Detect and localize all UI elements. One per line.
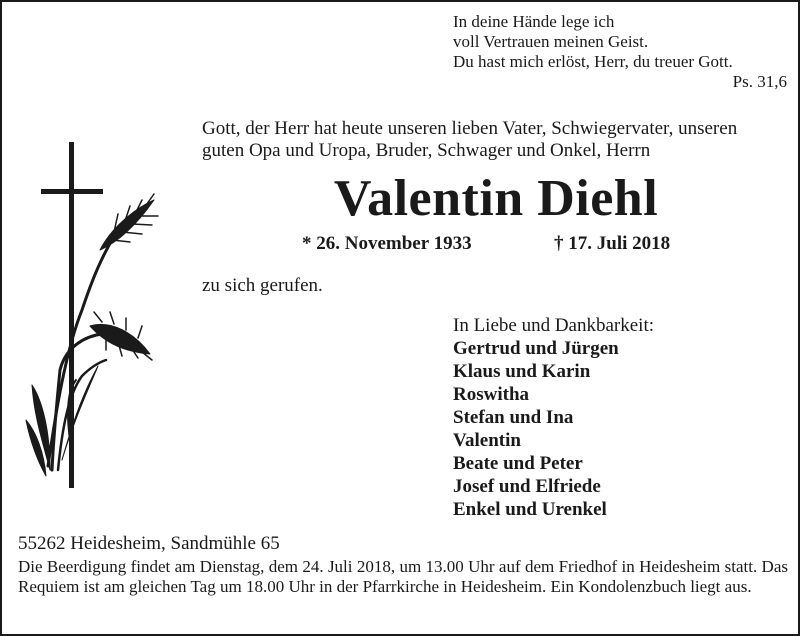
mourners-block <box>453 314 783 521</box>
mourners-heading: In Liebe und Dankbarkeit: <box>453 315 655 336</box>
verse-line: Du hast mich erlöst, Herr, du treuer Gott. <box>453 52 733 71</box>
death-date: † 17. Juli 2018 <box>554 233 671 254</box>
mourner-name: Beate und Peter <box>453 453 583 474</box>
mourner-name: Valentin <box>453 430 521 451</box>
family-address: 55262 Heidesheim, Sandmühle 65 <box>18 533 280 554</box>
mourner-name: Klaus und Karin <box>453 361 591 382</box>
bible-verse <box>453 12 787 92</box>
mourner-name: Gertrud und Jürgen <box>453 338 619 359</box>
birth-date: * 26. November 1933 <box>302 233 472 254</box>
intro-text <box>202 118 792 162</box>
mourner-name: Stefan und Ina <box>453 407 574 428</box>
verse-line: voll Vertrauen meinen Geist. <box>453 32 649 51</box>
verse-line: In deine Hände lege ich <box>453 12 615 31</box>
mourner-name: Roswitha <box>453 384 530 405</box>
verse-reference: Ps. 31,6 <box>732 72 787 91</box>
funeral-details: Die Beerdigung findet am Dienstag, dem 24. Juli 2018, um 13.00 Uhr auf dem Friedhof in Heidesheim statt. Das Requiem ist am gleichen Tag um 18.00 Uhr in der Pfarrkirche in Heidesheim. Ein Kondolenzbuch liegt aus. <box>18 557 788 596</box>
intro-line: guten Opa und Uropa, Bruder, Schwager und Onkel, Herrn <box>202 140 651 161</box>
closing-text: zu sich gerufen. <box>202 275 323 296</box>
deceased-name: Valentin Diehl <box>333 170 659 227</box>
cross-with-wheat-icon <box>22 140 172 492</box>
intro-line: Gott, der Herr hat heute unseren lieben Vater, Schwiegervater, unseren <box>202 118 738 139</box>
mourner-name: Josef und Elfriede <box>453 476 601 497</box>
mourner-name: Enkel und Urenkel <box>453 499 607 520</box>
mourners-list <box>453 337 783 521</box>
